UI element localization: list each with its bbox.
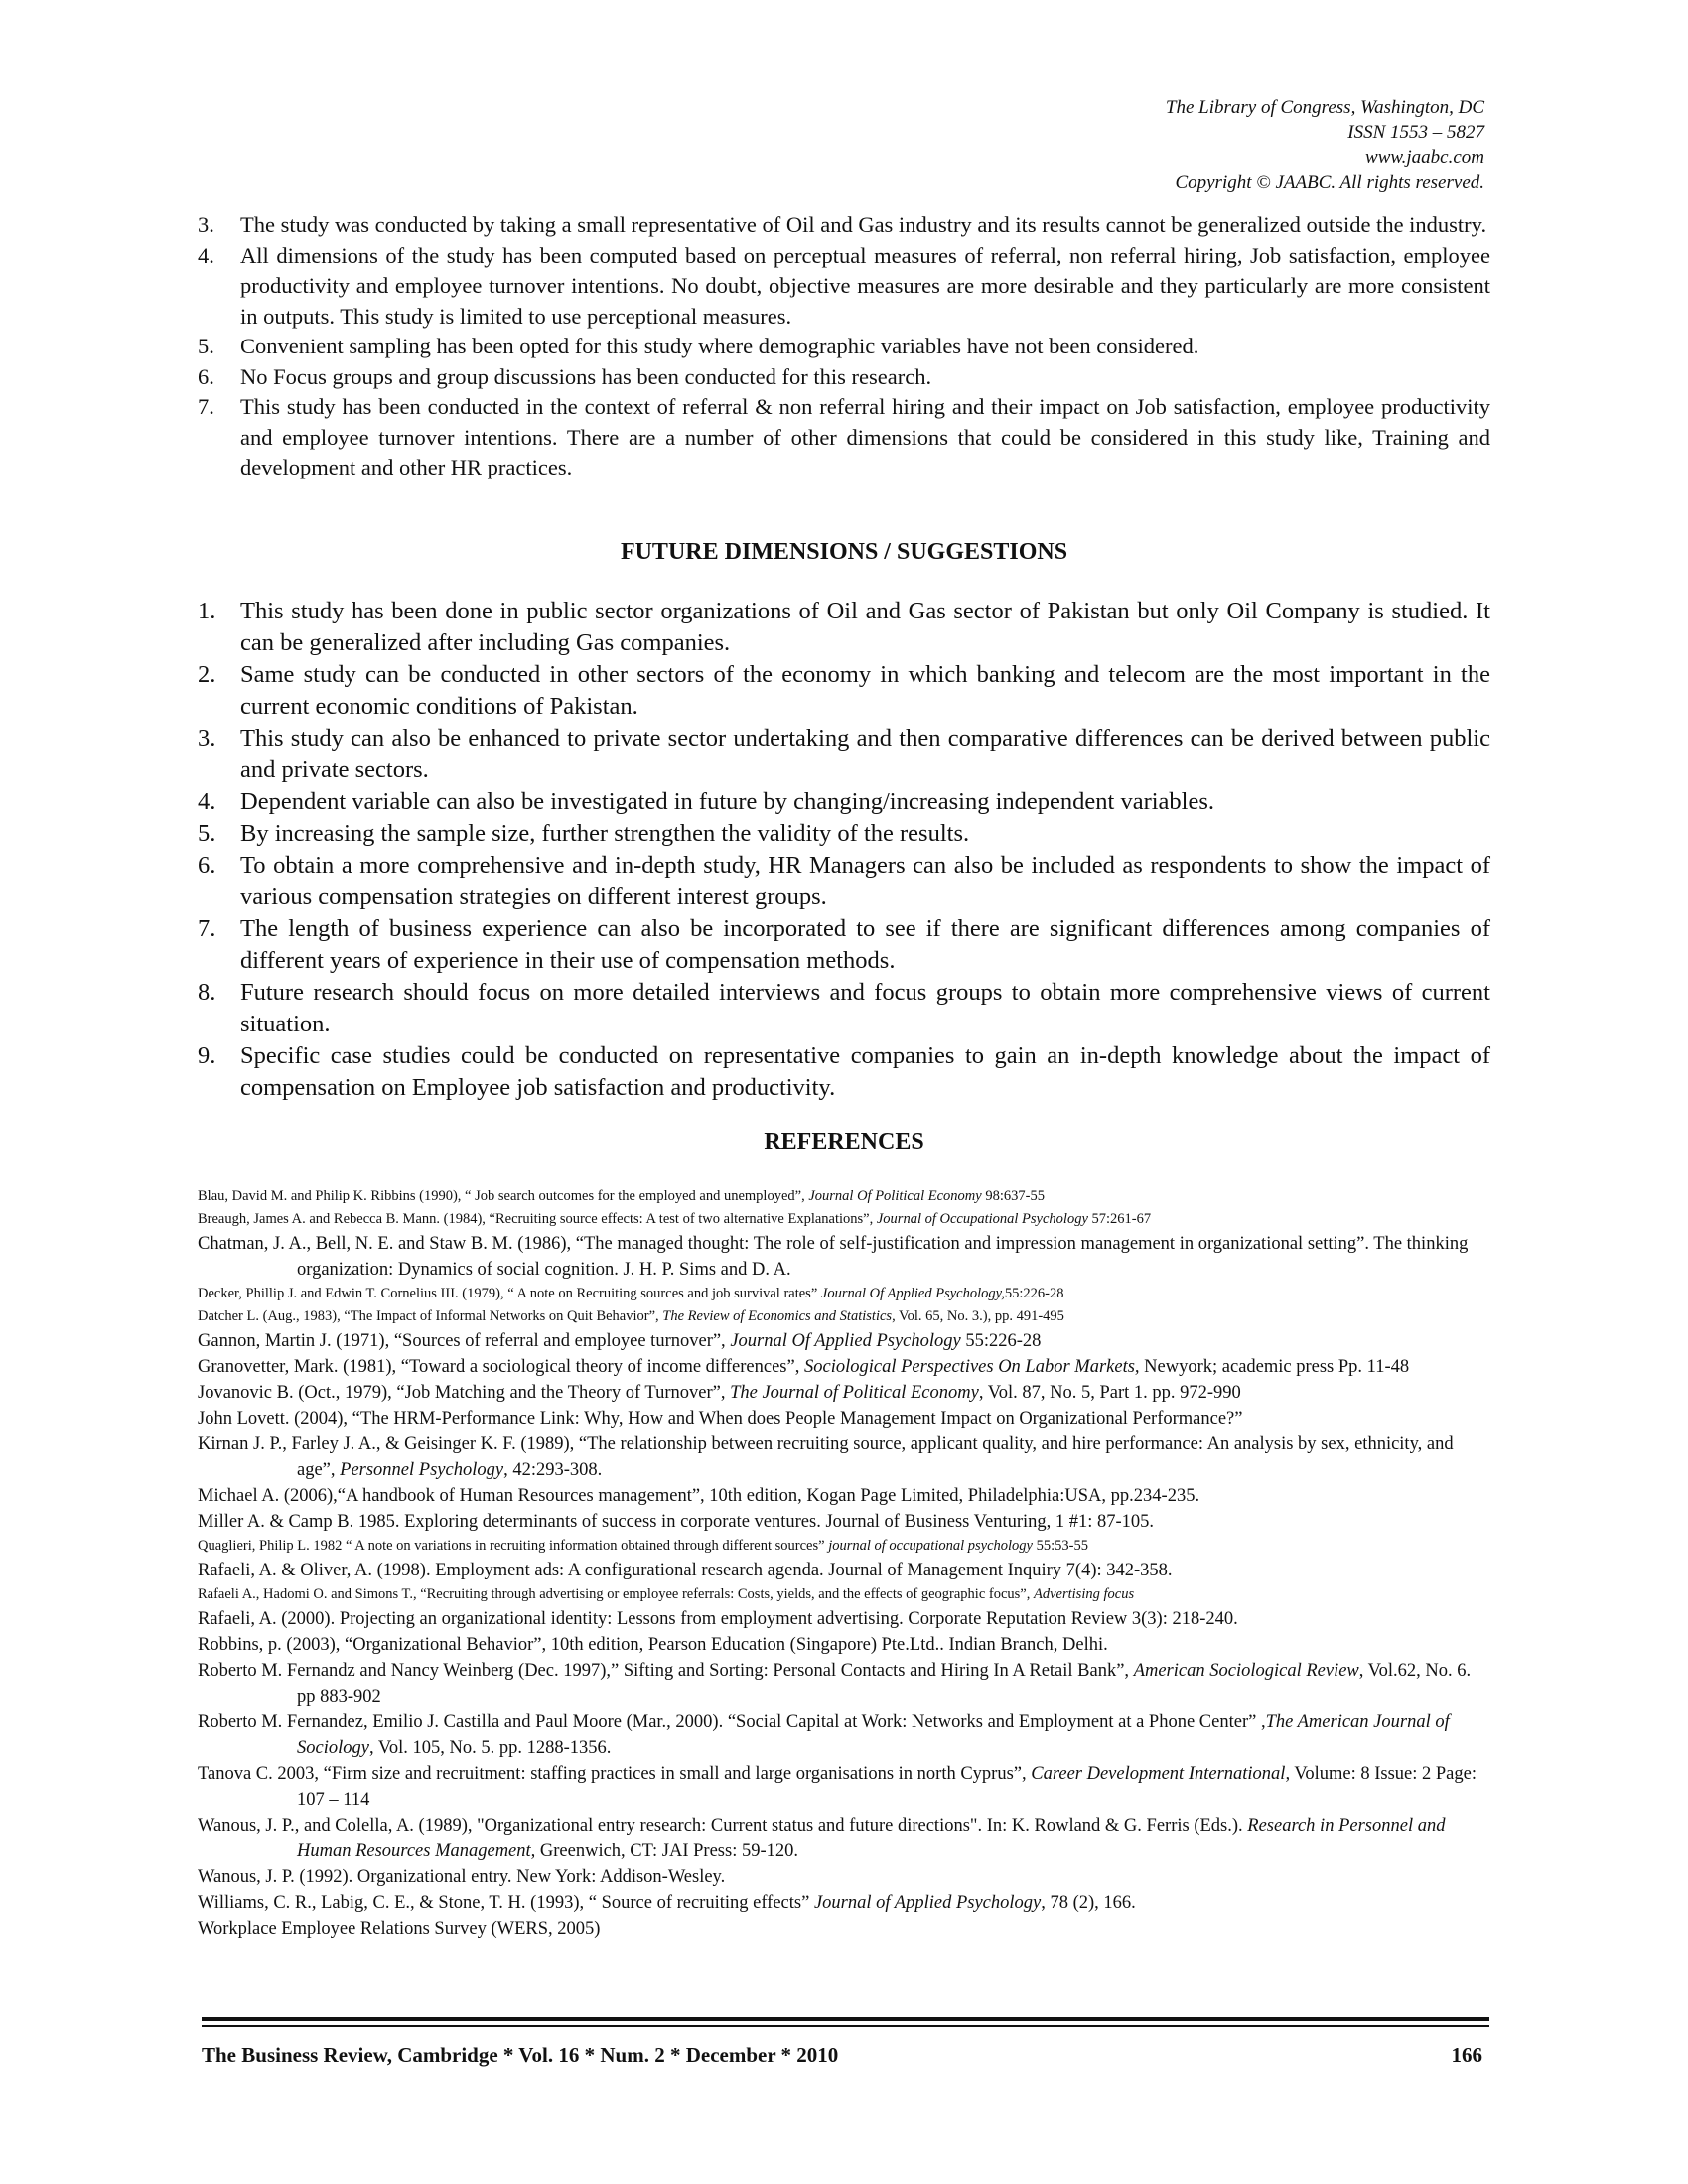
reference-entry	[198, 1328, 1490, 1354]
reference-entry	[198, 1813, 1490, 1864]
ref-details: , Vol.62, No. 6. pp 883-902	[297, 1661, 1472, 1706]
list-item	[198, 977, 1490, 1040]
ref-journal: Personnel Psychology	[340, 1460, 504, 1480]
ref-details: Volume: 8 Issue: 2 Page: 107 – 114	[297, 1764, 1477, 1810]
ref-text: Decker, Phillip J. and Edwin T. Cornelius III. (1979), “ A note on Recruiting sources and job survival rates”	[198, 1286, 821, 1301]
ref-details: Newyork; academic press Pp. 11-48	[1139, 1357, 1410, 1377]
ref-journal: The Journal of Political Economy	[730, 1383, 979, 1403]
reference-entry	[198, 1208, 1490, 1231]
reference-entry	[198, 1354, 1490, 1380]
section-heading-references: REFERENCES	[764, 1129, 924, 1155]
ref-journal: Journal of Occupational Psychology	[876, 1211, 1088, 1227]
item-text: This study has been done in public sector organizations of Oil and Gas sector of Pakistan but only Oil Company is studied. It can be generalized after including Gas companies.	[240, 598, 1490, 656]
reference-entry	[198, 1283, 1490, 1305]
item-text: By increasing the sample size, further strengthen the validity of the results.	[240, 820, 970, 847]
ref-text: Miller A. & Camp B. 1985. Exploring determinants of success in corporate ventures. Journal of Business Venturing, 1 #1: 87-105.	[198, 1512, 1155, 1532]
reference-entry	[198, 1890, 1490, 1916]
item-number: 6.	[198, 363, 214, 389]
section-heading-future: FUTURE DIMENSIONS / SUGGESTIONS	[620, 539, 1068, 565]
item-number: 4.	[198, 788, 216, 815]
ref-journal: Career Development International,	[1031, 1764, 1291, 1784]
ref-text: Quaglieri, Philip L. 1982 “ A note on variations in recruiting information obtained through different sources”	[198, 1538, 829, 1554]
item-text: Same study can be conducted in other sectors of the economy in which banking and telecom are the most important in the current economic conditions of Pakistan.	[240, 661, 1490, 720]
list-item	[198, 596, 1490, 659]
header-library: The Library of Congress, Washington, DC	[1165, 97, 1484, 118]
ref-details: 55:53-55	[1032, 1538, 1088, 1554]
ref-text: Gannon, Martin J. (1971), “Sources of referral and employee turnover”,	[198, 1331, 731, 1351]
list-item	[198, 913, 1490, 977]
ref-journal: journal of occupational psychology	[828, 1538, 1033, 1554]
item-number: 8.	[198, 979, 216, 1006]
ref-details: Greenwich, CT: JAI Press: 59-120.	[535, 1842, 798, 1861]
header-website: www.jaabc.com	[1365, 147, 1484, 168]
reference-entry	[198, 1406, 1490, 1432]
reference-entry	[198, 1509, 1490, 1535]
reference-entry	[198, 1231, 1490, 1283]
ref-text: Robbins, p. (2003), “Organizational Behavior”, 10th edition, Pearson Education (Singapore) Pte.Ltd.. Indian Branch, Delhi.	[198, 1635, 1108, 1655]
ref-text: Tanova C. 2003, “Firm size and recruitment: staffing practices in small and large organisations in north Cyprus”,	[198, 1764, 1032, 1784]
item-text: Convenient sampling has been opted for this study where demographic variables have not been considered.	[240, 334, 1199, 358]
list-item	[198, 1040, 1490, 1104]
ref-text: Jovanovic B. (Oct., 1979), “Job Matching and the Theory of Turnover”,	[198, 1383, 731, 1403]
ref-journal: The American Journal of Sociology	[297, 1712, 1450, 1758]
list-item	[198, 659, 1490, 723]
header-copyright: Copyright © JAABC. All rights reserved.	[1175, 172, 1484, 193]
item-text: Specific case studies could be conducted on representative companies to gain an in-depth knowledge about the impact of compensation on Employee job satisfaction and productivity.	[240, 1042, 1490, 1101]
ref-text: Breaugh, James A. and Rebecca B. Mann. (1984), “Recruiting source effects: A test of two alternative Explanations”,	[198, 1211, 877, 1227]
ref-details: , 42:293-308.	[503, 1460, 603, 1480]
list-item	[198, 362, 1490, 393]
ref-text: Blau, David M. and Philip K. Ribbins (1990), “ Job search outcomes for the employed and unemployed”,	[198, 1188, 809, 1204]
list-item	[198, 332, 1490, 362]
item-number: 4.	[198, 242, 214, 268]
footer-rule-thin	[202, 2025, 1489, 2027]
ref-journal: Journal Of Applied Psychology,	[820, 1286, 1005, 1301]
item-text: The study was conducted by taking a small representative of Oil and Gas industry and its results cannot be generalized outside the industry.	[240, 212, 1487, 237]
journal-header	[988, 95, 1484, 195]
reference-entry	[198, 1305, 1490, 1328]
ref-details: , Vol. 105, No. 5. pp. 1288-1356.	[368, 1738, 612, 1758]
ref-text: Datcher L. (Aug., 1983), “The Impact of Informal Networks on Quit Behavior”,	[198, 1308, 663, 1324]
ref-details: 57:261-67	[1087, 1211, 1152, 1227]
list-item	[198, 786, 1490, 818]
ref-text: Roberto M. Fernandz and Nancy Weinberg (Dec. 1997),” Sifting and Sorting: Personal Contacts and Hiring In A Retail Bank”,	[198, 1661, 1134, 1681]
ref-text: Roberto M. Fernandez, Emilio J. Castilla and Paul Moore (Mar., 2000). “Social Capital at Work: Networks and Employment at a Phone Center” ,	[198, 1712, 1266, 1732]
reference-entry	[198, 1864, 1490, 1890]
ref-text: Chatman, J. A., Bell, N. E. and Staw B. M. (1986), “The managed thought: The role of self-justification and impression management in organizational setting”. The thinking organization: Dynamics of social cognition. J. H. P. Sims and D. A.	[198, 1234, 1469, 1280]
ref-journal: Journal Of Applied Psychology	[730, 1331, 961, 1351]
item-text: No Focus groups and group discussions has been conducted for this research.	[240, 363, 932, 389]
list-item	[198, 241, 1490, 333]
reference-entry	[198, 1483, 1490, 1509]
ref-journal: Journal of Applied Psychology	[813, 1893, 1042, 1913]
item-number: 6.	[198, 852, 216, 879]
item-text: Future research should focus on more detailed interviews and focus groups to obtain more comprehensive views of current situation.	[240, 979, 1490, 1037]
ref-text: Rafaeli, A. (2000). Projecting an organizational identity: Lessons from employment advertising. Corporate Reputation Review 3(3): 218-240.	[198, 1609, 1238, 1629]
item-number: 1.	[198, 598, 216, 624]
reference-entry	[198, 1583, 1490, 1606]
item-number: 7.	[198, 915, 216, 942]
header-issn: ISSN 1553 – 5827	[1347, 122, 1484, 143]
reference-entry	[198, 1658, 1490, 1709]
reference-entry	[198, 1558, 1490, 1583]
ref-text: Michael A. (2006),“A handbook of Human Resources management”, 10th edition, Kogan Page Limited, Philadelphia:USA, pp.234-235.	[198, 1486, 1200, 1506]
item-text: All dimensions of the study has been computed based on perceptual measures of referral, non referral hiring, Job satisfaction, employee productivity and employee turnover intentions. No doubt, objective measures are more desirable and they particularly are more consistent in outputs. This study is limited to use perceptional measures.	[240, 242, 1490, 329]
list-item	[198, 392, 1490, 483]
item-text: To obtain a more comprehensive and in-depth study, HR Managers can also be included as respondents to show the impact of various compensation strategies on different interest groups.	[240, 852, 1490, 910]
item-text: The length of business experience can also be incorporated to see if there are significant differences among companies of different years of experience in their use of compensation methods.	[240, 915, 1490, 974]
reference-entry	[198, 1709, 1490, 1761]
item-text: This study can also be enhanced to private sector undertaking and then comparative differences can be derived between public and private sectors.	[240, 725, 1490, 783]
ref-text: Wanous, J. P. (1992). Organizational entry. New York: Addison-Wesley.	[198, 1867, 726, 1887]
item-text: This study has been conducted in the context of referral & non referral hiring and their impact on Job satisfaction, employee productivity and employee turnover intentions. There are a number of other dimensions that could be considered in this study like, Training and development and other HR practices.	[240, 394, 1490, 479]
ref-text: Williams, C. R., Labig, C. E., & Stone, T. H. (1993), “ Source of recruiting effects”	[198, 1893, 814, 1913]
reference-entry	[198, 1185, 1490, 1208]
ref-journal: Research in Personnel and Human Resources Management,	[297, 1816, 1446, 1861]
ref-journal: Advertising focus	[1034, 1586, 1135, 1602]
list-item	[198, 210, 1490, 241]
ref-text: Wanous, J. P., and Colella, A. (1989), "Organizational entry research: Current status and future directions". In: K. Rowland & G. Ferris (Eds.).	[198, 1816, 1248, 1836]
item-number: 5.	[198, 334, 214, 358]
ref-details: , 78 (2), 166.	[1041, 1893, 1136, 1913]
item-number: 7.	[198, 394, 214, 419]
item-number: 5.	[198, 820, 216, 847]
ref-journal: Journal Of Political Economy	[808, 1188, 982, 1204]
ref-text: Granovetter, Mark. (1981), “Toward a sociological theory of income differences”,	[198, 1357, 804, 1377]
ref-journal: Sociological Perspectives On Labor Markets,	[803, 1357, 1140, 1377]
item-number: 2.	[198, 661, 216, 688]
list-item	[198, 850, 1490, 913]
reference-entry	[198, 1761, 1490, 1813]
ref-text: John Lovett. (2004), “The HRM-Performance Link: Why, How and When does People Management Impact on Organizational Performance?”	[198, 1409, 1243, 1429]
footer-rule	[202, 2017, 1489, 2021]
item-number: 9.	[198, 1042, 216, 1069]
list-item	[198, 818, 1490, 850]
reference-entry	[198, 1916, 1490, 1942]
ref-details: , Vol. 65, No. 3.), pp. 491-495	[892, 1308, 1064, 1324]
ref-text: Rafaeli A., Hadomi O. and Simons T., “Recruiting through advertising or employee referrals: Costs, yields, and the effects of geographic focus”,	[198, 1586, 1034, 1602]
reference-entry	[198, 1606, 1490, 1632]
future-suggestions-list	[198, 596, 1490, 1104]
ref-journal: The Review of Economics and Statistics	[662, 1308, 893, 1324]
ref-details: , Vol. 87, No. 5, Part 1. pp. 972-990	[978, 1383, 1241, 1403]
ref-text: Kirnan J. P., Farley J. A., & Geisinger K. F. (1989), “The relationship between recruiting source, applicant quality, and hire performance: An analysis by sex, ethnicity, and age”,	[198, 1434, 1454, 1480]
item-number: 3.	[198, 725, 216, 751]
limitations-list	[198, 210, 1490, 483]
footer-journal-info: The Business Review, Cambridge * Vol. 16 * Num. 2 * December * 2010	[202, 2043, 839, 2067]
reference-entry	[198, 1380, 1490, 1406]
references-list	[198, 1185, 1490, 1942]
reference-entry	[198, 1432, 1490, 1483]
ref-text: Workplace Employee Relations Survey (WERS, 2005)	[198, 1919, 601, 1939]
ref-journal: American Sociological Review	[1133, 1661, 1359, 1681]
ref-details: 55:226-28	[1004, 1286, 1064, 1301]
item-text: Dependent variable can also be investigated in future by changing/increasing independent variables.	[240, 788, 1215, 815]
ref-details: 55:226-28	[960, 1331, 1042, 1351]
reference-entry	[198, 1632, 1490, 1658]
item-number: 3.	[198, 212, 214, 237]
list-item	[198, 723, 1490, 786]
page-number: 166	[1451, 2043, 1482, 2067]
reference-entry	[198, 1535, 1490, 1558]
ref-text: Rafaeli, A. & Oliver, A. (1998). Employment ads: A configurational research agenda. Journal of Management Inquiry 7(4): 342-358.	[198, 1561, 1173, 1580]
ref-details: 98:637-55	[981, 1188, 1045, 1204]
